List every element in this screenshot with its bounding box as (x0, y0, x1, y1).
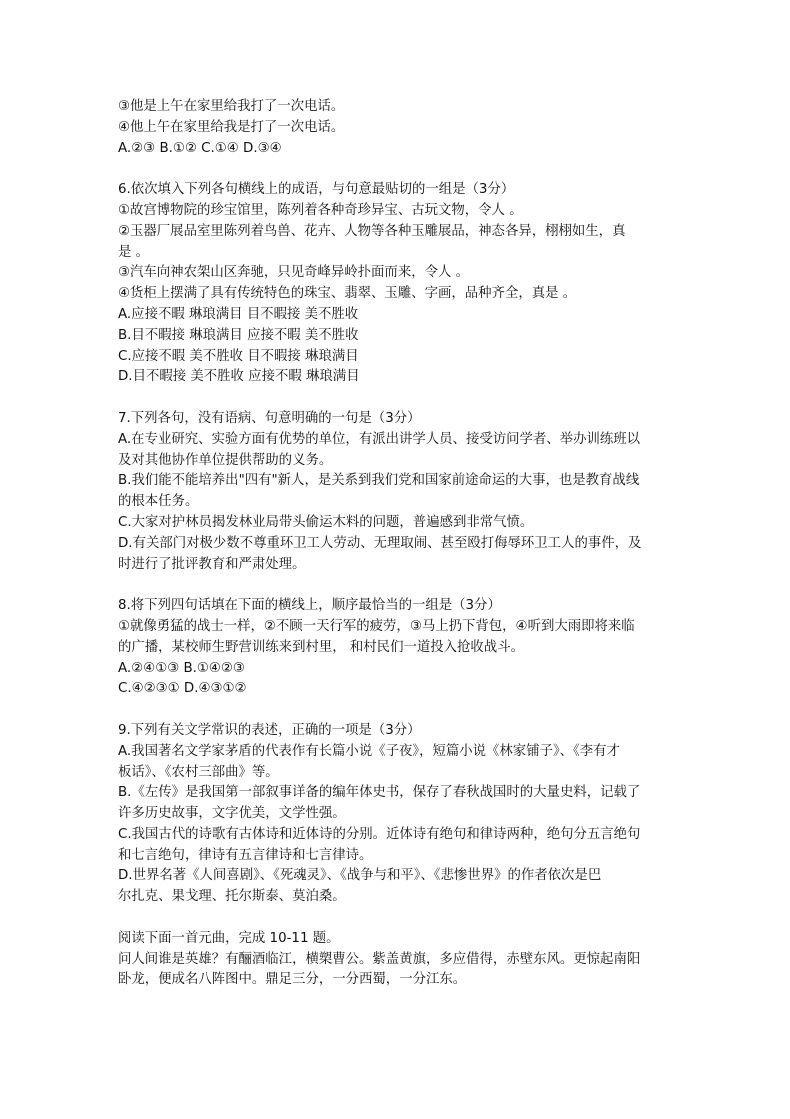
text-line: 许多历史故事，文字优美，文学性强。 (118, 806, 346, 822)
text-line: B.目不暇接 琳琅满目 应接不暇 美不胜收 (118, 327, 359, 343)
text-line: C.应接不暇 美不胜收 目不暇接 琳琅满目 (118, 348, 359, 364)
text-line: B.《左传》是我国第一部叙事详备的编年体史书，保存了春秋战国时的大量史料，记载了 (118, 785, 641, 801)
text-line: 阅读下面一首元曲，完成 10-11 题。 (118, 930, 340, 946)
text-line: D.目不暇接 美不胜收 应接不暇 琳琅满目 (118, 369, 360, 385)
text-line: C.我国古代的诗歌有古体诗和近体诗的分别。近体诗有绝句和律诗两种，绝句分五言绝句 (118, 826, 641, 842)
paragraph-gap (118, 700, 690, 721)
text-line: ③他是上午在家里给我打了一次电话。 (118, 99, 345, 114)
text-line: ④货柜上摆满了具有传统特色的珠宝、翡翠、玉雕、字画，品种齐全，真是 。 (118, 286, 577, 302)
text-line: 的广播，某校师生野营训练来到村里， 和村民们一道投入抢收战斗。 (118, 639, 524, 655)
text-line: 时进行了批评教育和严肃处理。 (118, 556, 306, 572)
text-line: 7.下列各句，没有语病、句意明确的一句是（3分） (118, 410, 421, 426)
text-line: 板话》、《农村三部曲》等。 (118, 764, 279, 780)
paragraph-gap (118, 159, 690, 180)
document-body (118, 97, 690, 991)
text-line: 9.下列有关文学常识的表述，正确的一项是（3分） (118, 722, 421, 738)
text-line: ①故宫博物院的珍宝馆里，陈列着各种奇珍异宝、古玩文物，令人 。 (118, 202, 523, 218)
text-line: D.有关部门对极少数不尊重环卫工人劳动、无理取闹、甚至殴打侮辱环卫工人的事件，及 (118, 535, 642, 551)
paragraph-gap (118, 908, 690, 929)
text-line: C.④②③① D.④③①② (118, 681, 247, 697)
text-line: 6.依次填入下列各句横线上的成语，与句意最贴切的一组是（3分） (118, 182, 515, 198)
text-line: ③汽车向神农架山区奔驰，只见奇峰异岭扑面而来，令人 。 (118, 265, 470, 281)
text-line: A.我国著名文学家茅盾的代表作有长篇小说《子夜》，短篇小说《林家铺子》、《李有才 (118, 743, 620, 759)
text-line: 及对其他协作单位提供帮助的义务。 (118, 452, 333, 468)
text-line: ①就像勇猛的战士一样，②不顾一天行军的疲劳，③马上扔下背包，④听到大雨即将来临 (118, 618, 635, 634)
paragraph-gap (118, 575, 690, 596)
text-line: 的根本任务。 (118, 494, 199, 510)
text-line: 尔扎克、果戈理、托尔斯泰、莫泊桑。 (118, 889, 346, 905)
text-line: D.世界名著《人间喜剧》、《死魂灵》、《战争与和平》、《悲惨世界》的作者依次是巴 (118, 868, 602, 884)
text-line: 是 。 (118, 244, 150, 260)
text-line: ④他上午在家里给我是打了一次电话。 (118, 119, 345, 135)
text-line: A.应接不暇 琳琅满目 目不暇接 美不胜收 (118, 306, 359, 322)
text-line: A.②④①③ B.①④②③ (118, 660, 245, 676)
text-line: 问人间谁是英雄？有酾酒临江，横槊曹公。紫盖黄旗，多应借得，赤壁东风。更惊起南阳 (118, 951, 641, 967)
text-line: 和七言绝句，律诗有五言律诗和七言律诗。 (118, 847, 373, 863)
text-line: ②玉器厂展品室里陈列着鸟兽、花卉、人物等各种玉雕展品，神态各异，栩栩如生，真 (118, 223, 626, 239)
text-line: A.在专业研究、实验方面有优势的单位，有派出讲学人员、接受访问学者、举办训练班以 (118, 431, 641, 447)
text-line: C.大家对护林员揭发林业局带头偷运木料的问题，普遍感到非常气愤。 (118, 514, 534, 530)
text-line: B.我们能不能培养出"四有"新人，是关系到我们党和国家前途命运的大事，也是教育战线 (118, 473, 640, 489)
text-line: A.②③ B.①② C.①④ D.③④ (118, 140, 282, 156)
text-line: 8.将下列四句话填在下面的横线上，顺序最恰当的一组是（3分） (118, 598, 501, 614)
paragraph-gap (118, 388, 690, 409)
text-line: 卧龙，便成名八阵图中。鼎足三分，一分西蜀，一分江东。 (118, 972, 467, 988)
